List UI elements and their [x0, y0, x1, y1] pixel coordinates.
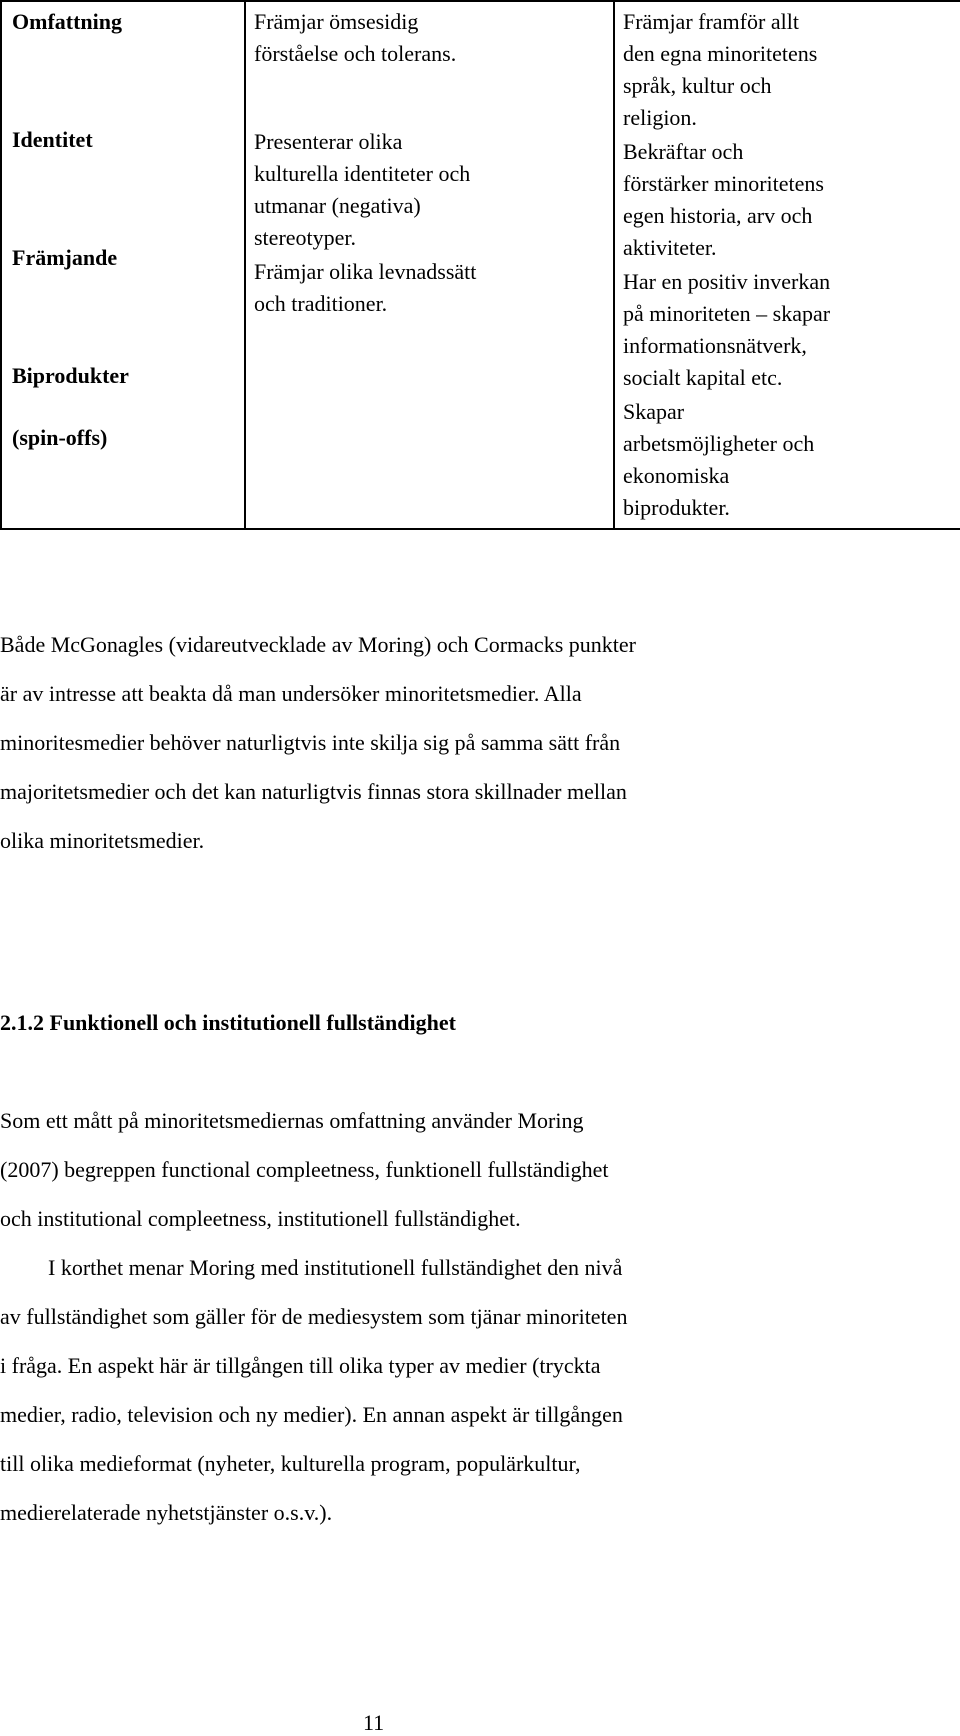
cell-omfattning-general: Främjar ömsesidig förståelse och tolerans. [254, 9, 457, 66]
cell-framjande-general: Främjar olika levnadssätt och traditioner. [254, 259, 477, 316]
body-paragraph-1: Både McGonagles (vidareutvecklade av Moring) och Cormacks punkter är av intresse att beakta då man undersöker minoritetsmedier. Alla minoritesmedier behöver naturligtvis inte skilja sig på samma sätt från majoritetsmedier och det kan naturligtvis finnas stora skillnader mellan olika minoritetsmedier. [0, 632, 636, 853]
body-paragraph-2: Som ett mått på minoritetsmediernas omfattning använder Moring (2007) begreppen functional compleetness, funktionell fullständighet och institutional compleetness, institutionell fullständighet. [0, 1108, 609, 1231]
page-number: 11 [363, 1710, 385, 1735]
cell-framjande-minority: Har en positiv inverkan på minoriteten – skapar informationsnätverk, socialt kapital etc. [623, 269, 831, 390]
row-label-framjande: Främjande [12, 245, 118, 270]
row-label-spin-offs: (spin-offs) [12, 425, 108, 450]
row-label-biprodukter: Biprodukter [12, 363, 129, 388]
cell-biprodukter-minority: Skapar arbetsmöjligheter och ekonomiska biprodukter. [623, 399, 815, 520]
section-heading: 2.1.2 Funktionell och institutionell fullständighet [0, 1010, 456, 1035]
cell-identitet-general: Presenterar olika kulturella identiteter och utmanar (negativa) stereotyper. [254, 129, 471, 250]
row-label-identitet: Identitet [12, 127, 93, 152]
body-paragraph-3: I korthet menar Moring med institutionell fullständighet den nivå av fullständighet som gäller för de mediesystem som tjänar minoriteten i fråga. En aspekt här är tillgången till olika typer av medier (tryckta medier, radio, television och ny medier). En annan aspekt är tillgången till olika medieformat (nyheter, kulturella program, populärkultur, medierelaterade nyhetstjänster o.s.v.). [0, 1255, 628, 1525]
cell-omfattning-minority: Främjar framför allt den egna minoritetens språk, kultur och religion. [623, 9, 818, 130]
row-label-omfattning: Omfattning [12, 9, 122, 34]
cell-identitet-minority: Bekräftar och förstärker minoritetens egen historia, arv och aktiviteter. [623, 139, 824, 260]
